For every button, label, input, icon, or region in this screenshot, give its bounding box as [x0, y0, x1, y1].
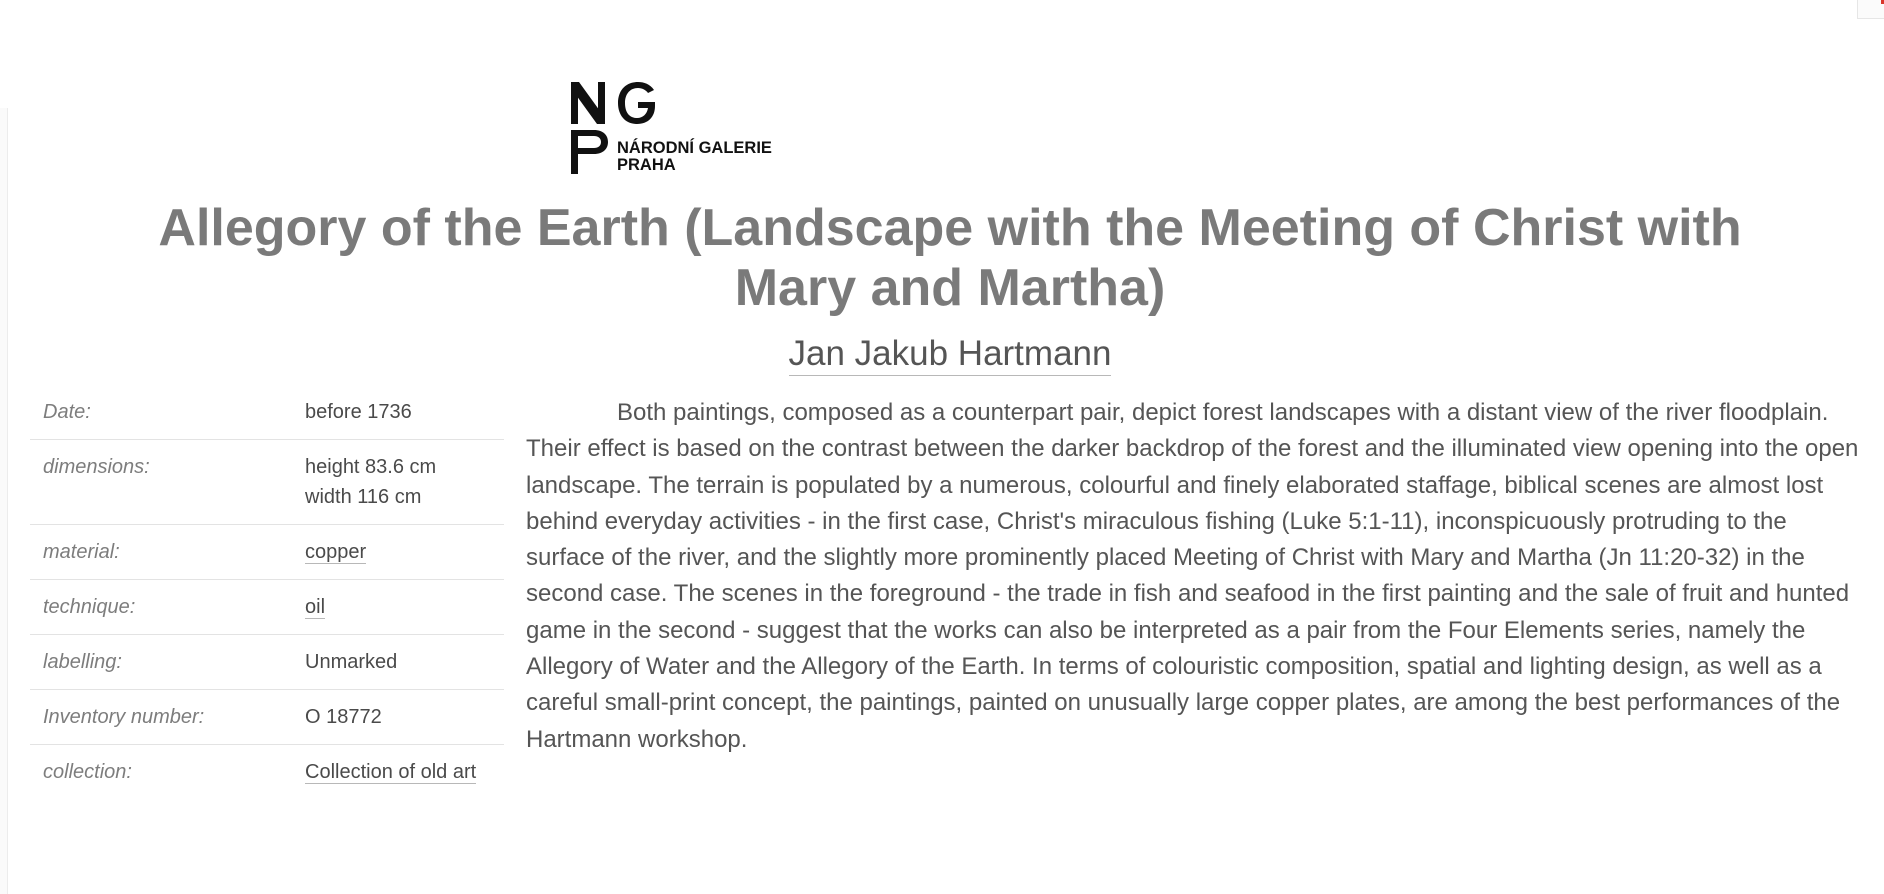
detail-value-dimensions	[293, 440, 504, 525]
detail-value-technique	[293, 580, 504, 635]
left-edge-divider	[0, 108, 8, 894]
logo-line-2: PRAHA	[617, 156, 676, 174]
ngp-logo-wordmark	[617, 140, 772, 174]
detail-label: material:	[30, 525, 293, 580]
material-link[interactable]: copper	[305, 541, 367, 563]
detail-label: Inventory number:	[30, 690, 293, 745]
ngp-monogram-n	[571, 82, 605, 124]
detail-value-material	[293, 525, 504, 580]
detail-row-labelling	[30, 635, 504, 690]
artist-link[interactable]: Jan Jakub Hartmann	[789, 334, 1112, 376]
logo-line-1: NÁRODNÍ GALERIE	[617, 139, 772, 157]
dimension-height: height 83.6 cm	[305, 456, 437, 478]
artwork-description: Both paintings, composed as a counterpart pair, depict forest landscapes with a distant view of the river floodplain. Their effect is based on the contrast between the darker backdrop of the forest and the illuminated view opening into the open landscape. The terrain is populated by a numerous, colourful and finely elaborated staffage, biblical scenes are almost lost behind everyday activities - in the first case, Christ's miraculous fishing (Luke 5:1-11), inconspicuously protruding to the surface of the river, and the slightly more prominently placed Meeting of Christ with Mary and Martha (Jn 11:20-32) in the second case. The scenes in the foreground - the trade in fish and seafood in the first painting and the sale of fruit and hunted game in the second - suggest that the works can also be interpreted as a pair from the Four Elements series, namely the Allegory of Water and the Allegory of the Earth. In terms of colouristic composition, spatial and lighting design, as well as a careful small-print concept, the paintings, painted on unusually large copper plates, are among the best performances of the Hartmann workshop.	[526, 399, 1859, 753]
artist-row	[0, 334, 1884, 376]
corner-tab[interactable]	[1857, 0, 1884, 19]
ngp-monogram-g	[618, 82, 655, 124]
detail-value-collection	[293, 745, 504, 800]
detail-row-inventory	[30, 690, 504, 745]
detail-label: technique:	[30, 580, 293, 635]
detail-value-date: before 1736	[293, 385, 504, 440]
detail-row-technique	[30, 580, 504, 635]
detail-value-labelling: Unmarked	[293, 635, 504, 690]
artwork-title: Allegory of the Earth (Landscape with the Meeting of Christ with Mary and Martha)	[158, 199, 1742, 317]
technique-link[interactable]: oil	[305, 596, 326, 618]
detail-row-collection	[30, 745, 504, 800]
ngp-logo[interactable]	[570, 80, 780, 176]
dimension-width: width 116 cm	[305, 486, 422, 508]
collection-link[interactable]: Collection of old art	[305, 761, 477, 783]
detail-row-date	[30, 385, 504, 440]
detail-label: collection:	[43, 761, 132, 783]
artwork-details-table	[30, 385, 504, 799]
ngp-monogram-p	[571, 130, 608, 174]
detail-row-material	[30, 525, 504, 580]
detail-label: Date:	[30, 385, 293, 440]
detail-label: dimensions:	[30, 440, 293, 525]
detail-label: labelling:	[30, 635, 293, 690]
detail-row-dimensions	[30, 440, 504, 525]
detail-value-inventory: O 18772	[293, 690, 504, 745]
